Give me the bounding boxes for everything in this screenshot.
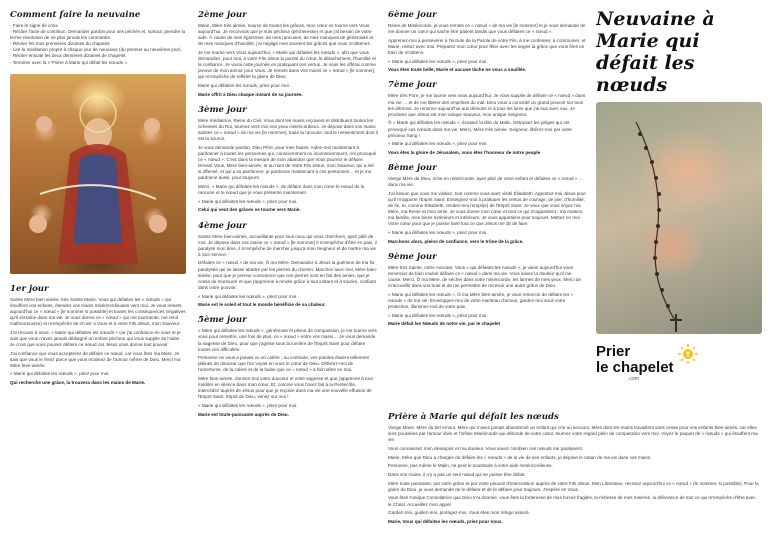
intro-step: - Terminer avec la « Prière à Marie qui défait les nœuds ». [10,60,186,66]
day-9-heading: 9ème jour [388,251,437,262]
brand-domain: .com [628,376,639,382]
day-1-paragraph: Sainte Mère bien aimée, très Sainte Marie, Vous qui défaites les « nœuds » qui étouffent vos enfants, étendez vos mains miséricordieuses vers moi. Je vous remets aujourd'hui ce « nœud » [le nommer si possible] et toutes les conséquences négatives qu'il entraîne dans ma vie. Je vous donne ce « nœud » qui me tourmente, me rend malheureux(se) et m'empêche de m'unir à Vous et à votre Fils Jésus, mon Sauveur. [10,296,186,327]
brand-text-block [596,344,674,382]
day-3-paragraph: Merci, « Marie qui défaites les nœuds », de défaire dans mon cœur le nœud de la rancune et le nœud que je vous présente maintenant. [198,183,365,196]
prayer-paragraph: Personne, pas même le Malin, ne peut le soustraire à votre aide miséricordieuse. [388,463,553,469]
intro-step: - Réciter les trois premières dizaines du chapelet. [10,41,186,47]
day-5-heading: 5ème jour [198,315,247,326]
intro-step: - Faire le signe de croix [10,23,186,29]
day-2-paragraph: Je me tourne vers Vous aujourd'hui, « Marie qui défaites les nœuds », afin que vous demandiez, pour moi, à votre Fils Jésus la pureté du cœur, le détachement, l'humilité et la confiance. Je vivrai cette journée en pratiquant ces vertus. Je vous les offrirai comme preuve de mon amour pour Vous. Je remets dans Vos mains ce « nœud » [le nommer], qui m'empêche de refléter la gloire de Dieu. [198,49,376,80]
day-1-paragraph: « Marie qui défaites les nœuds », priez pour moi. [10,371,110,377]
brand-line-2: le chapelet [596,359,674,376]
cover-title: Neuvaine à Marie qui défait les nœuds [596,8,715,96]
day-6-paragraph: Apprenez-moi à persévérer à l'écoute de la Parole de votre Fils, à me confesser, à communier, et Marie, restez avec moi. Préparez mon cœur pour fêter avec les anges la grâce que vous êtes en train de m'obtenir. [388,37,586,55]
day-4-heading: 4ème jour [198,220,247,231]
painting-figures-icon [10,74,186,274]
day-2-paragraph: Marie qui défaites les nœuds, priez pour moi. [198,83,290,89]
day-2-paragraph: Marie, Mère très aimée, source de toutes les grâces, mon cœur se tourne vers Vous aujourd'hui. Je reconnais que je suis pécheur (pécheresse) et que j'ai besoin de votre aide. À cause de mes égoïsmes, de mes rancunes, de mes manques de générosité et de mes manques d'humilité, j'ai négligé mes souvent les grâces que vous m'obtenez. [198,23,374,47]
praying-hands-rosary-photo [596,102,762,334]
prayer-paragraph: Vous êtes l'unique Consolatrice que Dieu m'a donnée, vous êtes la forteresse de mes forces fragiles, la richesse de mes misères, la délivrance de tout ce qui m'empêche d'être avec le Christ. Accueillez mon appel. [388,495,756,507]
day-7-paragraph: Mère très Pure, je me tourne vers vous aujourd'hui. Je vous supplie de défaire ce « nœud » dans ma vie … et de me libérer des emprises du mal. Dieu vous a concédé un grand pouvoir sur tous les démons. Je renonce aujourd'hui aux démons et à tous les liens que j'ai eus avec eux. Je proclame que Jésus est mon unique Sauveur, mon unique Seigneur. [388,93,586,117]
day-3-heading: 3ème jour [198,104,247,115]
day-6-heading: 6ème jour [388,10,437,20]
prayer-paragraph: Mère toute puissante, par votre grâce et par votre pouvoir d'intercession auprès de votre Fils Jésus, Mon Libérateur, recevez aujourd'hui ce « nœud » (le nommer, si possible). Pour la gloire de Dieu, je vous demande de le défaire et de le défaire pour toujours. J'espère en Vous. [388,480,759,492]
day-3-section [198,105,378,214]
day-3-paragraph: Mère médiatrice, Reine du Ciel, Vous dont les mains reçoivent et distribuent toutes les richesses du Roi, tournez vers moi vos yeux miséricordieux. Je dépose dans vos mains saintes ce « nœud » de ma vie [le nommer], toute la rancune, tout le ressentiment dont il est la source. [198,117,378,142]
day-6-paragraph: « Marie qui défaites les nœuds », priez pour moi. [388,58,488,64]
prayer-heading: Prière à Marie qui défait les nœuds [388,412,559,422]
day-4-paragraph: Défaites ce « nœud » de ma vie, Ô ma Mère. Demandez à Jésus la guérison de ma foi paralysée qui se laisse abattre par les pierres du chemin. Marchez avec moi, Mère bien-aimée, pour que je prenne conscience que ces pierres sont en fait des amies, que je cesse de murmurer et que j'apprenne à rendre grâce à tout instant et à sourire, confiant dans votre pouvoir. [198,260,378,290]
day-9-paragraph: « Marie qui défaites les nœuds », Ô ma Mère bien-aimée, je vous remercie de défaire les « nœuds » de ma vie. Enveloppez-moi de votre manteau d'amour, gardez-moi sous votre protection, illuminez-moi de votre paix. [388,291,574,309]
day-1-closing: Qui recherche une grâce, la trouvera dans les mains de Marie. [10,380,146,386]
day-5-closing: Marie est toute-puissante auprès de Dieu. [198,411,289,417]
day-8-paragraph: « Marie qui défaites les nœuds », priez pour moi. [388,230,488,235]
day-9-paragraph: « Marie qui défaites les nœuds », priez pour moi. [388,312,488,318]
day-7-section [388,80,586,156]
day-6-paragraph: Reine de Miséricorde, je vous remets ce « nœud » de ma vie [le nommer] et je vous demande de me donner un cœur qui sache être patient tandis que vous défaites ce « nœud ». [388,23,586,35]
day-3-closing: Celui qui veut des grâces se tourne vers Marie. [198,207,301,213]
day-5-paragraph: Personne ne vous a jamais vu en colère ; au contraire, vos paroles étaient tellement pleines de douceur que l'on voyait en vous le cœur de Dieu. Délivrez-moi de l'amertume, de la colère et de la haine que ce « nœud » a fait naître en moi. [198,355,369,373]
intro-step: - Réciter ensuite les deux dernières dizaines de chapelet. [10,53,186,59]
day-4-paragraph: « Marie qui défaites les nœuds », priez pour moi. [198,293,298,299]
mary-untier-of-knots-painting [10,74,186,274]
day-4-section [198,221,378,309]
prayer-section [388,410,760,538]
day-8-paragraph: Vierge Mère de Dieu, riche en miséricorde, ayez pitié de votre enfant et défaites ce « nœud » … dans ma vie. [388,176,584,188]
day-5-paragraph: Mère bien-aimée, donnez-moi votre douceur et votre sagesse et que j'apprenne à tout méditer en silence dans mon cœur. Et, comme vous l'avez fait à la Pentecôte, intercédez auprès de Jésus pour que je reçoive dans ma vie une nouvelle effusion de l'Esprit Saint. Esprit de Dieu, venez sur moi ! [198,376,373,400]
day-3-paragraph: Je vous demande pardon, Dieu Père, pour mes fautes. Aidez-moi maintenant à pardonner à toutes les personnes qui, consciemment ou inconsciemment, ont provoqué ce « nœud ». C'est dans la mesure de mon abandon que Vous pourrez le défaire. Devant Vous, Mère bien-aimée, et au nom de Votre Fils Jésus, mon Sauveur, qui a été si offensé, et qui a su pardonner, je pardonne maintenant à ces personnes… et je me pardonne aussi, pour toujours. [198,144,377,181]
day-2-closing: Marie offrit à Dieu chaque instant de sa journée. [198,91,303,97]
day-5-section [198,315,378,418]
sun-cross-icon [678,344,698,364]
day-8-paragraph: J'ai besoin que vous me visitiez, tout comme vous avez visité Élisabeth. Apportez-moi Jésus pour qu'il m'apporte l'Esprit Saint. Enseignez-moi à pratiquer les vertus de courage, de joie, d'humilité, de foi, et, comme Élisabeth, rendez-moi rempli(e) de l'Esprit Saint. Je veux que vous soyez ma Mère, ma Reine et mon amie. Je vous donne mon cœur et tout ce qui m'appartient : ma maison, ma famille, mes biens extérieurs et intérieurs. Je vous appartiens pour toujours. Mettez en moi Votre cœur pour que je puisse faire tout ce que Jésus me dit de faire. [388,190,586,227]
column-cover [596,8,762,408]
day-1-heading: 1er jour [10,283,49,294]
day-2-section [198,10,378,98]
day-8-closing: Marchons alors, pleins de confiance, vers le trône de la grâce. [388,238,524,244]
intro-steps [10,23,186,66]
day-7-paragraph: « Marie qui défaites les nœuds », priez pour moi. [388,141,488,147]
day-7-heading: 7ème jour [388,80,437,91]
day-4-closing: Marie est le soleil et tout le monde bénéficie de sa chaleur. [198,302,326,308]
day-7-paragraph: Ô « Marie qui défaites les nœuds », écrasez la tête du Malin. Détruisez les pièges qui ont provoqué ces nœuds dans ma vie. Merci, Mère très aimée. Seigneur, libérez-moi par votre précieux Sang ! [388,120,572,138]
prayer-paragraph: Dans vos mains, il n'y a pas un seul nœud qui ne puisse être défait. [388,471,526,477]
prayer-paragraph: Marie, Mère que Dieu a chargée de défaire les « nœuds » de la vie de ses enfants, je dépose le ruban de ma vie dans vos mains. [388,454,652,460]
rosary-icon [596,102,762,334]
day-9-section [388,252,586,328]
brand-line-1: Prier [596,343,631,360]
day-8-heading: 8ème jour [388,163,437,174]
column-days-6-9 [388,8,586,408]
intro-step: - Lire la méditation propre à chaque jour de neuvaine (du premier au neuvième jour). [10,47,186,53]
intro-step: - Réciter l'acte de contrition. Demander pardon pour ses péchés et, surtout, prendre la ferme résolution de ne plus jamais les commettre. [10,29,186,41]
prayer-paragraph: Gardez-moi, guidez-moi, protégez-moi. Vous êtes mon refuge assuré. [388,510,530,516]
prayer-paragraph: Vierge Marie, Mère du bel Amour, Mère qui n'avez jamais abandonné un enfant qui crie au secours, Mère dont les mains travaillent sans cesse pour vos enfants bien-aimés, car elles sont poussées par l'amour divin et l'infinie Miséricorde qui déborde de votre cœur, tournez votre regard plein de compassion vers moi. Voyez le paquet de « nœuds » qui étouffent ma vie. [388,425,758,443]
day-6-section [388,10,586,73]
day-4-paragraph: Sainte Mère bien-aimée, accueillante pour tous ceux qui vous cherchent, ayez pitié de moi. Je dépose dans vos mains ce « nœud » [le nommer] Il m'empêche d'être en paix, il paralyse mon âme, il m'empêche de marcher jusqu'à mon Seigneur et de mettre ma vie à Son service. [198,233,377,257]
day-3-paragraph: « Marie qui défaites les nœuds », priez pour moi. [198,198,298,204]
day-8-section [388,163,586,245]
day-2-heading: 2ème jour [198,10,247,20]
day-1-section [10,284,186,387]
brand-logo[interactable] [596,344,762,382]
column-intro [10,8,186,540]
day-9-paragraph: Mère très Sainte, notre Avocate, Vous « qui défaites les nœuds », je viens aujourd'hui vous remercier de bien vouloir défaire ce « nœud » dans ma vie. Vous savez la douleur qu'il me cause. Merci, Ô ma Mère, de sécher dans votre miséricorde, les larmes de mes yeux. Merci de m'accueillir dans vos bras et de me permettre de recevoir une autre grâce de Dieu. [388,264,582,289]
day-1-paragraph: J'ai recours à Vous, « Marie qui défaites les nœuds » car j'ai confiance en vous et je sais que vous n'avez jamais dédaigné un enfant pécheur qui vous supplie de l'aider. Je crois que vous pouvez défaire ce nœud car Jésus vous donne tout pouvoir. [10,329,181,347]
prayer-closing: Marie, Vous qui défaites les nœuds, priez pour nous. [388,518,503,524]
day-9-closing: Marie défait les Nœuds de notre vie, par le chapelet [388,321,501,327]
day-7-closing: Vous êtes la gloire de Jérusalem, vous êtes l'honneur de notre peuple [388,149,541,155]
day-5-paragraph: « Marie qui défaites les nœuds », priez pour moi. [198,403,298,409]
day-5-paragraph: « Mère qui défaites les nœuds », généreuse et pleine de compassion, je me tourne vers vous pour remettre, une fois de plus, ce « nœud » entre vos mains… Je vous demande la sagesse de Dieu, pour que j'agisse sous la lumière de l'Esprit Saint pour défaire toutes ces difficultés. [198,328,377,352]
day-6-closing: Vous êtes toute belle, Marie et aucune tâche ne vous a souillée. [388,67,527,73]
intro-heading: Comment faire la neuvaine [10,10,141,20]
day-1-paragraph: J'ai confiance que vous accepterez de défaire ce nœud, car vous êtes ma Mère. Je sais que vous le ferez parce que vous m'aimez de l'amour même de Dieu. Merci ma Mère bien-aimée. [10,350,181,368]
column-days-2-5 [198,8,378,540]
prayer-paragraph: Vous connaissez mon désespoir et ma douleur. Vous savez combien ces nœuds me paralysent. [388,445,584,451]
